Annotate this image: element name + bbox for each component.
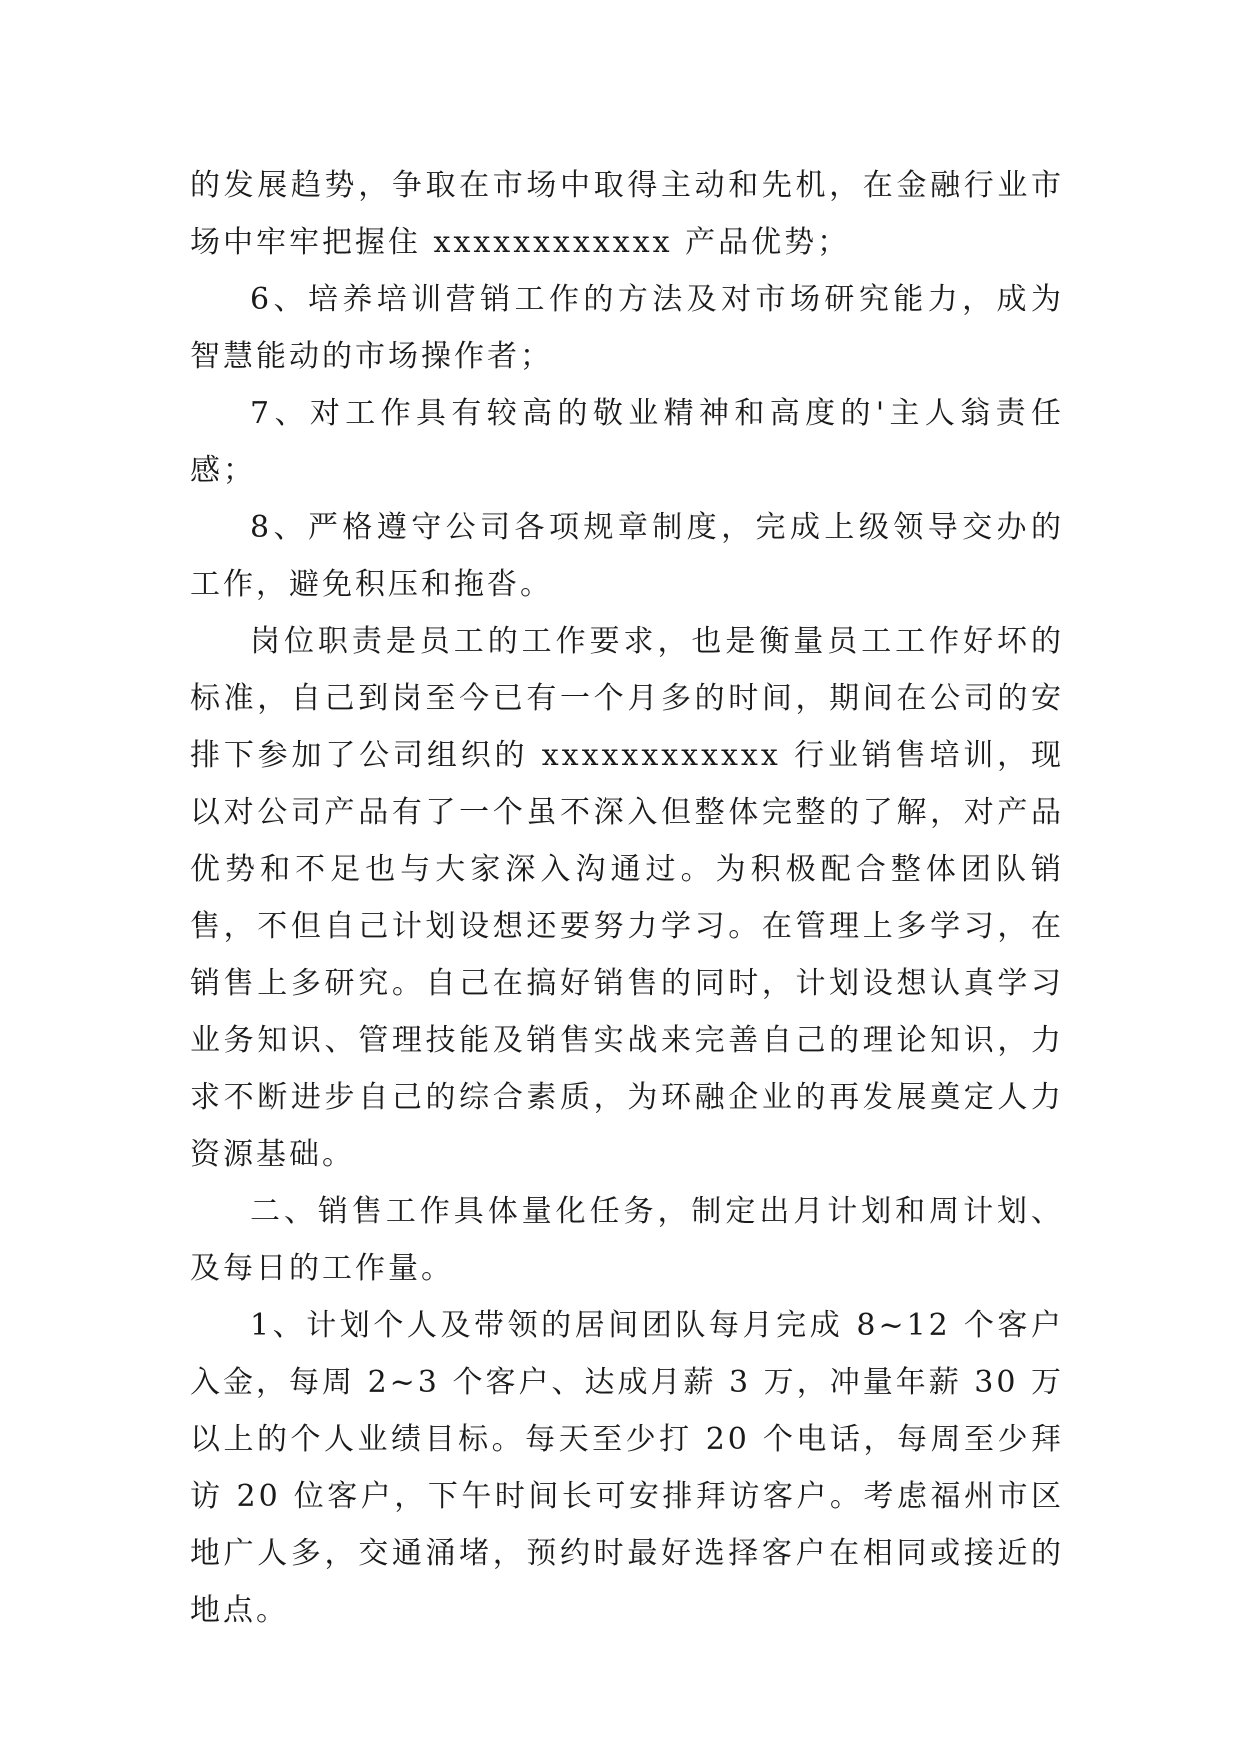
paragraph-item-6: 6、培养培训营销工作的方法及对市场研究能力，成为智慧能动的市场操作者； [190,282,1064,374]
paragraph-item-8: 8、严格遵守公司各项规章制度，完成上级领导交办的工作，避免积压和拖沓。 [190,510,1064,602]
paragraph-item-7: 7、对工作具有较高的敬业精神和高度的'主人翁责任感； [190,396,1064,488]
paragraph-continuation: 的发展趋势，争取在市场中取得主动和先机，在金融行业市场中牢牢把握住 xxxxxxxxxxxx 产品优势； [190,168,1064,260]
paragraph-job-duties: 岗位职责是员工的工作要求，也是衡量员工工作好坏的标准，自己到岗至今已有一个月多的时间，期间在公司的安排下参加了公司组织的 xxxxxxxxxxxx 行业销售培训，现以对公司产品有了一个虽不深入但整体完整的了解，对产品优势和不足也与大家深入沟通过。为积极配合整体团队销售，不但自己计划设想还要努力学习。在管理上多学习，在销售上多研究。自己在搞好销售的同时，计划设想认真学习业务知识、管理技能及销售实战来完善自己的理论知识，力求不断进步自己的综合素质，为环融企业的再发展奠定人力资源基础。 [190,624,1064,1172]
section-heading-two: 二、销售工作具体量化任务，制定出月计划和周计划、及每日的工作量。 [190,1194,1064,1286]
paragraph-plan-item-1: 1、计划个人及带领的居间团队每月完成 8~12 个客户入金，每周 2~3 个客户、达成月薪 3 万，冲量年薪 30 万以上的个人业绩目标。每天至少打 20 个电话，每周至少拜访 20 位客户，下午时间长可安排拜访客户。考虑福州市区地广人多，交通涌堵，预约时最好选择客户在相同或接近的地点。 [190,1308,1064,1628]
document-body [190,157,1064,1639]
